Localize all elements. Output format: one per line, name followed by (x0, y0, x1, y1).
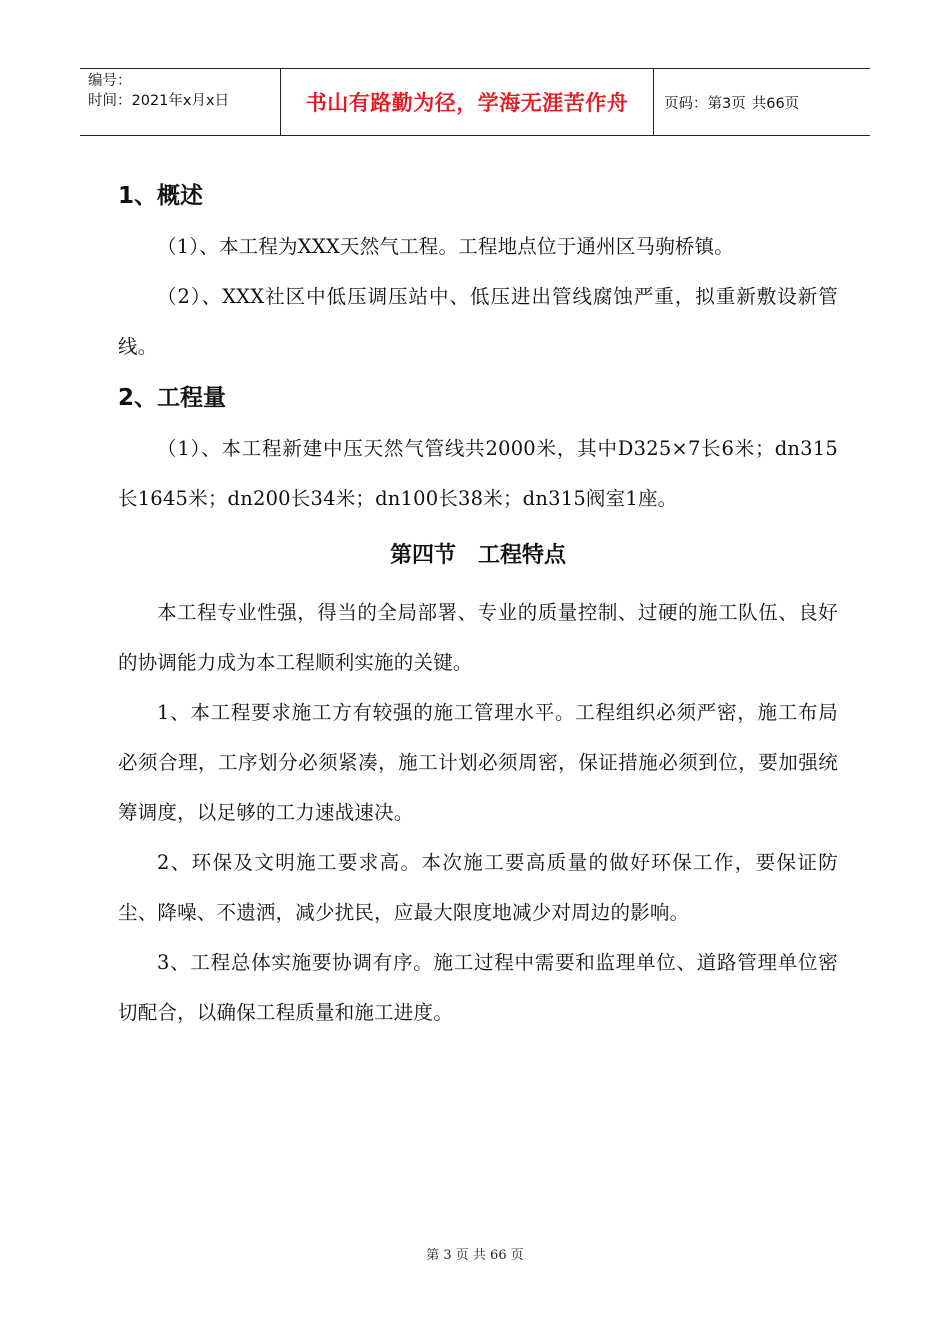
header-meta (80, 69, 281, 135)
paragraph: 2、环保及文明施工要求高。本次施工要高质量的做好环保工作，要保证防尘、降噪、不遗洒，减少扰民，应最大限度地减少对周边的影响。 (118, 851, 838, 924)
chapter-title: 第四节 工程特点 (389, 543, 566, 568)
section-quantities (118, 372, 838, 524)
section-overview (118, 170, 838, 372)
page-footer: 第 3 页 共 66 页 (426, 1248, 524, 1263)
header-page-total: 共66页 (751, 95, 800, 112)
document-body (118, 170, 838, 1038)
paragraph: 3、工程总体实施要协调有序。施工过程中需要和监理单位、道路管理单位密切配合，以确保工程质量和施工进度。 (118, 951, 838, 1024)
paragraph: （1）、本工程为XXX天然气工程。工程地点位于通州区马驹桥镇。 (157, 235, 735, 258)
section-title: 1、概述 (118, 183, 204, 209)
header-page-number: 页码：第3页 (664, 95, 746, 112)
paragraph: （2）、XXX社区中低压调压站中、低压进出管线腐蚀严重，拟重新敷设新管线。 (118, 285, 838, 358)
chapter-features (118, 524, 838, 1038)
page-header (80, 68, 870, 136)
header-slogan: 书山有路勤为径，学海无涯苦作舟 (281, 69, 654, 135)
document-number: 编号： (88, 73, 132, 89)
document-date: 时间：2021年x月x日 (88, 93, 230, 109)
paragraph: 1、本工程要求施工方有较强的施工管理水平。工程组织必须严密，施工布局必须合理，工序划分必须紧凑，施工计划必须周密，保证措施必须到位，要加强统筹调度，以足够的工力速战速决。 (118, 701, 838, 824)
section-title: 2、工程量 (118, 385, 227, 411)
header-page-info (654, 69, 870, 135)
paragraph: （1）、本工程新建中压天然气管线共2000米，其中D325×7长6米；dn315长1645米；dn200长34米；dn100长38米；dn315阀室1座。 (118, 437, 838, 510)
paragraph: 本工程专业性强，得当的全局部署、专业的质量控制、过硬的施工队伍、良好的协调能力成为本工程顺利实施的关键。 (118, 601, 838, 674)
